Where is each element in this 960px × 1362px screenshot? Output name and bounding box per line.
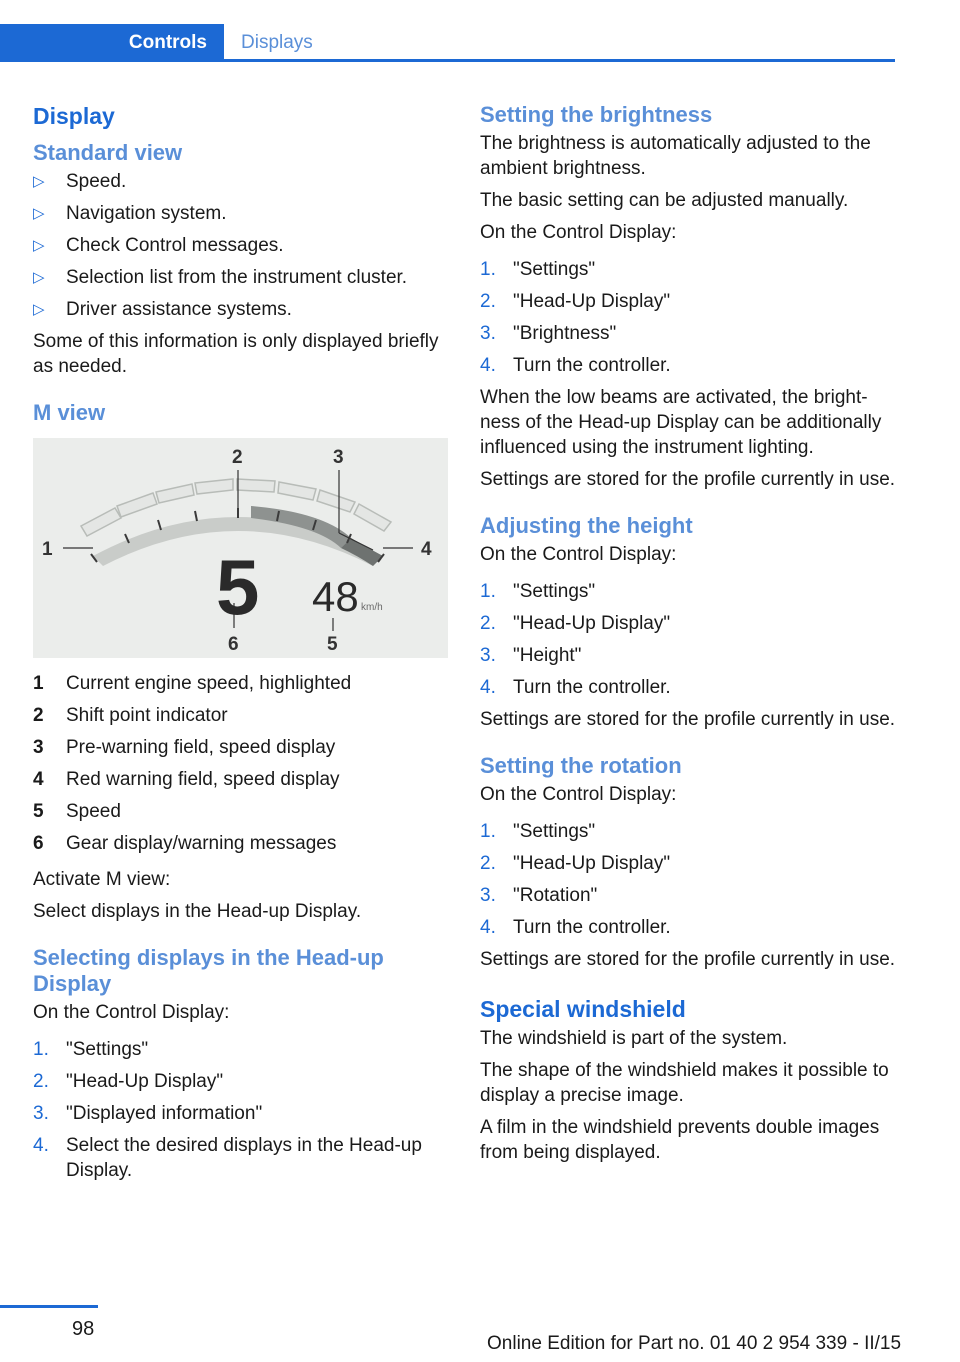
- heading-adjusting-height: Adjusting the height: [480, 513, 693, 538]
- right-column: [480, 100, 896, 1172]
- callout-4: 4: [421, 539, 432, 560]
- triangle-bullet-icon: ▷: [33, 205, 45, 222]
- footer-rule: [0, 1305, 98, 1308]
- legend-item: 4 Red warning field, speed display: [33, 769, 340, 790]
- callout-5: 5: [327, 634, 338, 655]
- left-column: [33, 100, 448, 1190]
- list-item: 4. Turn the controller.: [480, 917, 671, 938]
- callout-2: 2: [232, 447, 243, 468]
- heading-display: Display: [33, 103, 115, 129]
- tab-displays[interactable]: Displays: [241, 32, 313, 53]
- standard-view-list: [33, 169, 448, 322]
- legend-item: 5 Speed: [33, 801, 121, 822]
- brightness-text: When the low beams are activated, the brightness of the Head-up Display can be additionally influenced using the instrument lighting.: [480, 387, 882, 458]
- rotation-steps: [480, 819, 896, 940]
- tab-controls[interactable]: Controls: [0, 24, 224, 62]
- legend-item: 2 Shift point indicator: [33, 705, 228, 726]
- brightness-steps: [480, 257, 896, 378]
- brightness-text: The basic setting can be adjusted manually.: [480, 190, 849, 211]
- callout-6: 6: [228, 634, 239, 655]
- list-item: 3. "Rotation": [480, 885, 598, 906]
- brightness-text: The brightness is automatically adjusted to the ambient brightness.: [480, 133, 871, 179]
- list-item: 1. "Settings": [480, 259, 596, 280]
- height-intro: On the Control Display:: [480, 544, 677, 565]
- callout-1: 1: [42, 539, 53, 560]
- standard-view-note: Some of this information is only displayed briefly as needed.: [33, 331, 439, 377]
- legend-item: 6 Gear display/warning messages: [33, 833, 337, 854]
- heading-setting-brightness: Setting the brightness: [480, 102, 713, 127]
- list-item: ▷ Selection list from the instrument cluster.: [33, 267, 408, 288]
- list-item: 2. "Head-Up Display": [33, 1071, 224, 1092]
- list-item: 3. "Height": [480, 645, 582, 666]
- list-item: 2. "Head-Up Display": [480, 853, 671, 874]
- height-steps: [480, 579, 896, 700]
- activate-m-view: Activate M view:: [33, 869, 171, 890]
- tab-underline: [0, 59, 895, 62]
- triangle-bullet-icon: ▷: [33, 173, 45, 190]
- list-item: 4. Turn the controller.: [480, 677, 671, 698]
- heading-special-windshield: Special windshield: [480, 996, 686, 1022]
- m-view-illustration: [33, 438, 448, 658]
- rotation-intro: On the Control Display:: [480, 784, 677, 805]
- selecting-steps: [33, 1037, 448, 1183]
- callout-3: 3: [333, 447, 344, 468]
- windshield-text: A film in the windshield prevents double images from being displayed.: [480, 1117, 880, 1163]
- heading-m-view: M view: [33, 400, 106, 425]
- legend-item: 1 Current engine speed, highlighted: [33, 673, 352, 694]
- m-view-legend: [33, 671, 448, 856]
- rotation-text: Settings are stored for the profile currently in use.: [480, 949, 896, 970]
- list-item: ▷ Speed.: [33, 171, 127, 192]
- list-item: 1. "Settings": [480, 581, 596, 602]
- list-item: 3. "Brightness": [480, 323, 617, 344]
- page-number: 98: [72, 1318, 95, 1340]
- list-item: 3. "Displayed information": [33, 1103, 263, 1124]
- height-text: Settings are stored for the profile currently in use.: [480, 709, 896, 730]
- triangle-bullet-icon: ▷: [33, 301, 45, 318]
- speed-digits: 48: [312, 573, 359, 620]
- list-item: ▷ Navigation system.: [33, 203, 227, 224]
- heading-selecting-displays: Selecting displays in the Head-up Display: [33, 945, 384, 996]
- selecting-intro: On the Control Display:: [33, 1002, 230, 1023]
- brightness-intro: On the Control Display:: [480, 222, 677, 243]
- windshield-text: The windshield is part of the system.: [480, 1028, 788, 1049]
- chapter-tabs: [0, 24, 895, 62]
- gear-digit: 5: [216, 543, 260, 631]
- list-item: 1. "Settings": [33, 1039, 149, 1060]
- list-item: ▷ Driver assistance systems.: [33, 299, 292, 320]
- speed-unit: km/h: [361, 602, 383, 613]
- list-item: 2. "Head-Up Display": [480, 291, 671, 312]
- list-item: 2. "Head-Up Display": [480, 613, 671, 634]
- heading-setting-rotation: Setting the rotation: [480, 753, 682, 778]
- windshield-text: The shape of the windshield makes it possible to display a precise image.: [480, 1060, 889, 1106]
- brightness-text: Settings are stored for the profile currently in use.: [480, 469, 896, 490]
- heading-standard-view: Standard view: [33, 140, 183, 165]
- list-item: 4. Select the desired displays in the Head-up Display.: [33, 1135, 422, 1181]
- list-item: 4. Turn the controller.: [480, 355, 671, 376]
- list-item: 1. "Settings": [480, 821, 596, 842]
- legend-item: 3 Pre-warning field, speed display: [33, 737, 336, 758]
- list-item: ▷ Check Control messages.: [33, 235, 284, 256]
- triangle-bullet-icon: ▷: [33, 269, 45, 286]
- edition-line: Online Edition for Part no. 01 40 2 954 339 - II/15: [487, 1333, 902, 1354]
- triangle-bullet-icon: ▷: [33, 237, 45, 254]
- activate-m-view-instruction: Select displays in the Head-up Display.: [33, 901, 362, 922]
